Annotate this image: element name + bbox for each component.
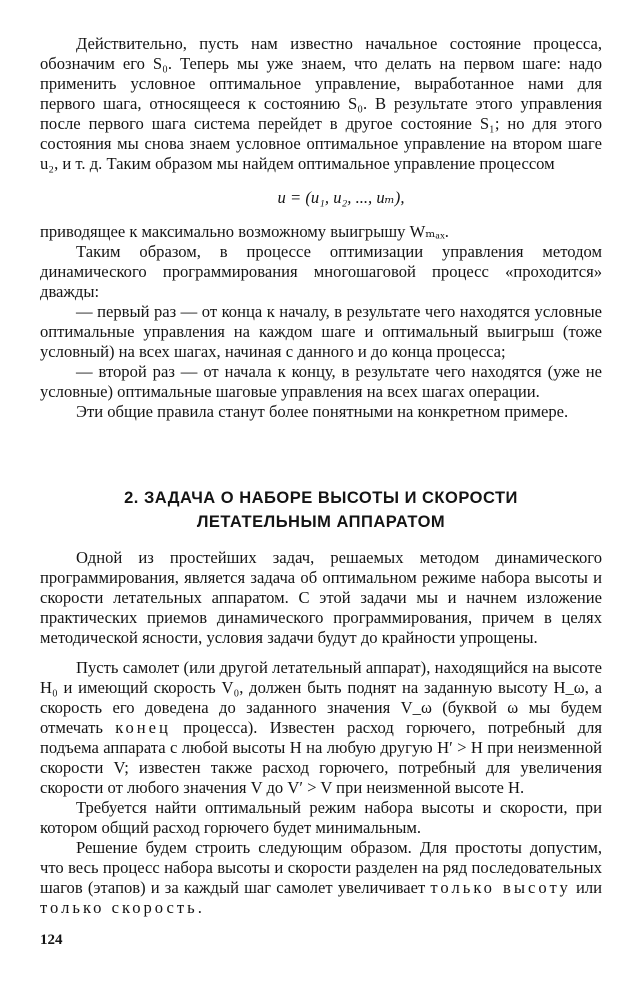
paragraph-text: Пусть самолет (или другой летательный аппарат), находящийся на высоте H₀ и имеющий скорость V₀, должен быть поднят на заданную высоту H_ω, а скорость его доведена до заданного значения V_ω (буквой ω мы будем отмечать	[40, 658, 602, 737]
spaced-word: конец	[115, 718, 171, 737]
paragraph	[40, 838, 602, 918]
spaced-word: только скорость.	[40, 898, 205, 917]
section-body	[40, 548, 602, 918]
paragraph: Эти общие правила станут более понятными на конкретном примере.	[76, 402, 569, 421]
page-number: 124	[40, 932, 63, 948]
paragraph: приводящее к максимально возможному выигрышу Wₘₐₓ.	[40, 222, 449, 241]
paragraph: Действительно, пусть нам известно начальное состояние процесса, обозначим его S₀. Теперь мы уже знаем, что делать на первом шаге: надо применить условное оптимальное управление, выработанное нами для первого шага, относящееся к состоянию S₀. В результате этого управления после первого шага система перейдет в другое состояние S₁; но для этого состояния мы снова знаем условное оптимальное управление на втором шаге u₂, и т. д. Таким образом мы найдем оптимальное управление процессом	[40, 34, 602, 173]
paragraph-text: Решение будем строить следующим образом. Для простоты допустим, что весь процесс набора высоты и скорости разделен на ряд последовательных шагов (этапов) и за каждый шаг самолет увеличивает	[40, 838, 602, 897]
paragraph: Таким образом, в процессе оптимизации управления методом динамического программирования многошаговой процесс «проходится» дважды:	[40, 242, 602, 301]
section-heading-line1: 2. ЗАДАЧА О НАБОРЕ ВЫСОТЫ И СКОРОСТИ	[124, 489, 518, 507]
paragraph	[40, 658, 602, 798]
section-heading	[40, 486, 602, 534]
paragraph: Одной из простейших задач, решаемых методом динамического программирования, является задача об оптимальном режиме набора высоты и скорости летательных аппаратом. С этой задачи мы и начнем изложение практических приемов динамического программирования, причем в целях методической ясности, условия задачи будут до крайности упрощены.	[40, 548, 602, 647]
section-heading-line2: ЛЕТАТЕЛЬНЫМ АППАРАТОМ	[196, 513, 446, 531]
paragraph-text: или	[575, 878, 602, 897]
paragraph: Требуется найти оптимальный режим набора высоты и скорости, при котором общий расход горючего будет минимальным.	[40, 798, 602, 837]
intro-block	[40, 34, 602, 422]
paragraph: — первый раз — от конца к началу, в результате чего находятся условные оптимальные управления на каждом шаге и оптимальный выигрыш (тоже условный) на всех шагах, начиная с данного и до конца процесса;	[40, 302, 602, 361]
paragraph: — второй раз — от начала к концу, в результате чего находятся (уже не условные) оптимальные шаговые управления на всех шагах операции.	[40, 362, 602, 401]
paragraph-text: процесса). Известен расход горючего, потребный для подъема аппарата с любой высоты H на любую другую H′ > H при неизменной скорости V; известен также расход горючего, потребный для увеличения скорости от любого значения V до V′ > V при неизменной высоте H.	[40, 718, 602, 797]
formula: u = (u₁, u₂, ..., uₘ),	[277, 188, 405, 207]
spaced-word: только высоту	[430, 878, 571, 897]
